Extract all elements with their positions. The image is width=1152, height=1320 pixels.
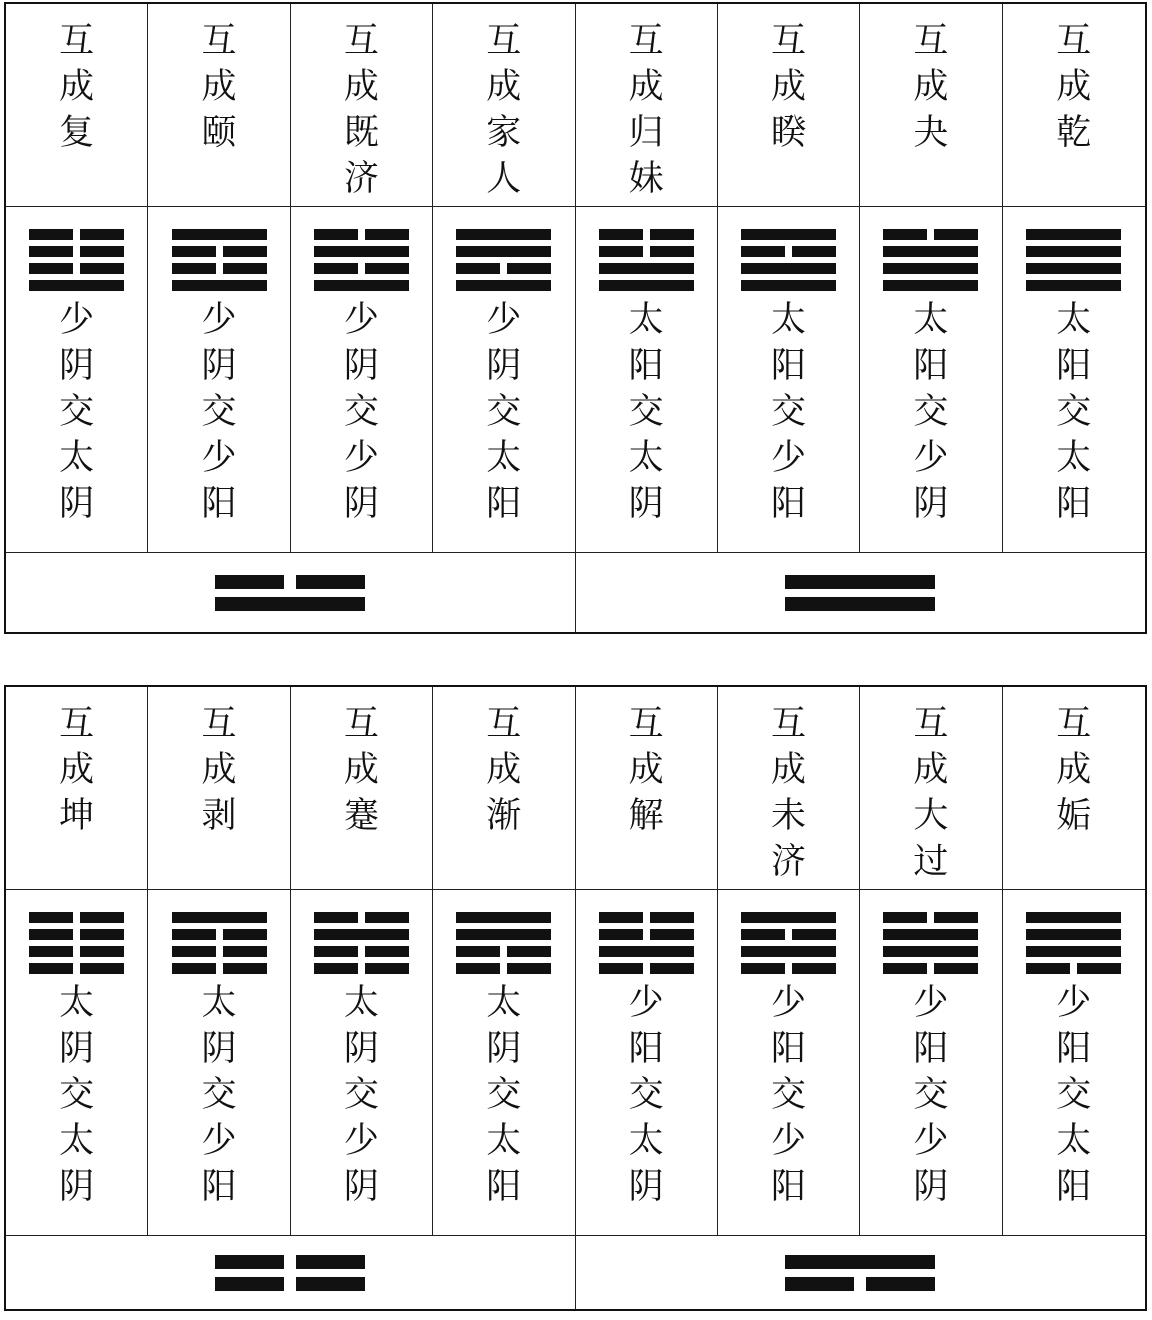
column-title-cell — [291, 687, 433, 890]
column-description — [486, 297, 521, 527]
column-title-char: 互 — [771, 21, 807, 61]
tetragram-symbol — [29, 912, 124, 974]
yin-line — [29, 263, 124, 274]
yang-line — [314, 280, 409, 291]
column-description-char: 太 — [59, 1121, 95, 1161]
yang-line — [456, 929, 551, 940]
yang-line — [785, 575, 935, 589]
tetragram-symbol — [172, 229, 267, 291]
yang-line — [215, 597, 365, 611]
column-description-char: 少 — [201, 1121, 237, 1161]
column-title-char: 成 — [1056, 750, 1092, 790]
column-description — [1056, 980, 1091, 1210]
column-description-char: 阳 — [1056, 484, 1092, 524]
column-title-char: 颐 — [201, 113, 237, 153]
column-description-char: 阴 — [201, 1029, 237, 1069]
column-description-char: 阴 — [913, 1167, 949, 1207]
column-title — [771, 18, 806, 156]
column-title — [629, 701, 664, 839]
column-title-char: 成 — [59, 750, 95, 790]
column-title-char: 成 — [343, 750, 379, 790]
column-description-char: 阴 — [59, 484, 95, 524]
yin-line — [215, 1277, 365, 1291]
column-description — [913, 980, 948, 1210]
column-description — [486, 980, 521, 1210]
tetragram-symbol — [456, 229, 551, 291]
yang-line — [883, 929, 978, 940]
column-title-cell — [6, 4, 148, 207]
column-title — [486, 18, 521, 202]
column-title-cell — [433, 687, 575, 890]
yang-line — [456, 246, 551, 257]
yin-line — [215, 575, 365, 589]
yang-line — [1026, 912, 1121, 923]
column-description-char: 少 — [59, 300, 95, 340]
yin-line — [314, 963, 409, 974]
column-description — [629, 980, 664, 1210]
yin-line — [741, 246, 836, 257]
column-title-char: 互 — [1056, 704, 1092, 744]
tetragram-symbol — [172, 912, 267, 974]
column-title — [59, 18, 94, 156]
column-title-char: 坤 — [59, 796, 95, 836]
column-description-char: 太 — [771, 300, 807, 340]
yang-line — [599, 946, 694, 957]
column-description-char: 少 — [486, 300, 522, 340]
column-description-char: 太 — [343, 983, 379, 1023]
column-body-cell — [860, 890, 1002, 1236]
yin-line — [172, 963, 267, 974]
yang-line — [456, 280, 551, 291]
column-title — [1056, 701, 1091, 839]
column-title-char: 成 — [201, 67, 237, 107]
column-title — [1056, 18, 1091, 156]
yin-line — [314, 229, 409, 240]
column-title-cell — [291, 4, 433, 207]
column-description-char: 交 — [628, 1075, 664, 1115]
yin-line — [172, 929, 267, 940]
column-body-cell — [1003, 207, 1145, 553]
yin-line — [172, 263, 267, 274]
tetragram-symbol — [29, 229, 124, 291]
column-title-char: 互 — [486, 21, 522, 61]
digram-symbol — [785, 1255, 935, 1291]
column-description-char: 阴 — [628, 1167, 664, 1207]
column-title-cell — [6, 687, 148, 890]
tetragram-symbol — [741, 912, 836, 974]
column-title-char: 互 — [913, 704, 949, 744]
column-title-char: 互 — [343, 704, 379, 744]
column-description-char: 交 — [59, 1075, 95, 1115]
yang-line — [599, 280, 694, 291]
column-description-char: 太 — [628, 300, 664, 340]
column-title-cell — [860, 4, 1002, 207]
column-body-cell — [718, 207, 860, 553]
column-description-char: 交 — [771, 1075, 807, 1115]
footer-cell — [576, 1236, 1146, 1309]
column-title-cell — [148, 4, 290, 207]
column-title-char: 成 — [486, 750, 522, 790]
yang-line — [883, 263, 978, 274]
column-title-char: 互 — [628, 21, 664, 61]
column-title-char: 成 — [628, 750, 664, 790]
column-description-char: 太 — [486, 1121, 522, 1161]
column-title-char: 蹇 — [343, 796, 379, 836]
yin-line — [314, 912, 409, 923]
yang-line — [741, 280, 836, 291]
column-title — [486, 701, 521, 839]
tetragram-symbol — [1026, 229, 1121, 291]
column-description-char: 阴 — [913, 484, 949, 524]
tetragram-symbol — [599, 912, 694, 974]
column-description-char: 阴 — [343, 484, 379, 524]
yang-line — [883, 946, 978, 957]
column-title-char: 济 — [343, 159, 379, 199]
column-title-cell — [433, 4, 575, 207]
tetragram-symbol — [883, 912, 978, 974]
column-title-char: 互 — [201, 21, 237, 61]
column-title-cell — [576, 687, 718, 890]
column-title — [202, 701, 237, 839]
column-description — [59, 980, 94, 1210]
column-description-char: 太 — [913, 300, 949, 340]
column-body-cell — [718, 890, 860, 1236]
column-description-char: 交 — [486, 1075, 522, 1115]
column-description-char: 阳 — [1056, 1167, 1092, 1207]
yin-line — [456, 946, 551, 957]
column-body-cell — [433, 890, 575, 1236]
yin-line — [599, 963, 694, 974]
yin-line — [785, 1277, 935, 1291]
yin-line — [29, 246, 124, 257]
column-body-cell — [6, 207, 148, 553]
column-body-cell — [576, 207, 718, 553]
column-title-char: 互 — [771, 704, 807, 744]
column-title-char: 成 — [913, 750, 949, 790]
yin-line — [29, 946, 124, 957]
yin-line — [29, 963, 124, 974]
column-description-char: 阴 — [201, 346, 237, 386]
yang-line — [172, 229, 267, 240]
column-title-cell — [718, 4, 860, 207]
column-title-cell — [718, 687, 860, 890]
column-title-cell — [148, 687, 290, 890]
column-title-cell — [1003, 687, 1145, 890]
column-title-char: 成 — [771, 67, 807, 107]
digram-symbol — [215, 1255, 365, 1291]
hexagram-table-1 — [4, 2, 1147, 634]
yin-line — [314, 263, 409, 274]
yin-line — [883, 912, 978, 923]
column-description-char: 少 — [343, 1121, 379, 1161]
yin-line — [883, 229, 978, 240]
column-description-char: 阳 — [771, 346, 807, 386]
yin-line — [599, 929, 694, 940]
column-title-cell — [860, 687, 1002, 890]
column-description — [344, 297, 379, 527]
column-description-char: 太 — [628, 438, 664, 478]
column-description — [771, 980, 806, 1210]
column-description-char: 交 — [201, 392, 237, 432]
column-body-cell — [148, 207, 290, 553]
column-description — [771, 297, 806, 527]
column-description-char: 交 — [771, 392, 807, 432]
tetragram-symbol — [456, 912, 551, 974]
yin-line — [599, 246, 694, 257]
column-title-char: 过 — [913, 842, 949, 882]
yang-line — [456, 229, 551, 240]
yang-line — [172, 912, 267, 923]
column-description-char: 太 — [1056, 1121, 1092, 1161]
column-title — [59, 701, 94, 839]
column-description-char: 交 — [343, 1075, 379, 1115]
yang-line — [741, 229, 836, 240]
column-title-cell — [1003, 4, 1145, 207]
yang-line — [741, 263, 836, 274]
yang-line — [785, 597, 935, 611]
column-title-char: 成 — [486, 67, 522, 107]
yang-line — [883, 280, 978, 291]
column-title-char: 互 — [1056, 21, 1092, 61]
column-title-char: 既 — [343, 113, 379, 153]
column-description-char: 少 — [771, 1121, 807, 1161]
yin-line — [29, 912, 124, 923]
column-body-cell — [148, 890, 290, 1236]
column-body-cell — [291, 890, 433, 1236]
yang-line — [741, 912, 836, 923]
column-title-char: 家 — [486, 113, 522, 153]
column-description-char: 阳 — [913, 1029, 949, 1069]
yang-line — [599, 263, 694, 274]
column-description-char: 交 — [201, 1075, 237, 1115]
column-description-char: 交 — [628, 392, 664, 432]
column-title-char: 成 — [628, 67, 664, 107]
column-description — [629, 297, 664, 527]
column-description-char: 少 — [771, 438, 807, 478]
column-description — [1056, 297, 1091, 527]
column-title — [202, 18, 237, 156]
tetragram-symbol — [314, 912, 409, 974]
column-title-char: 大 — [913, 796, 949, 836]
column-description-char: 少 — [343, 438, 379, 478]
column-description-char: 少 — [913, 1121, 949, 1161]
tetragram-symbol — [883, 229, 978, 291]
tetragram-symbol — [1026, 912, 1121, 974]
column-title-char: 剥 — [201, 796, 237, 836]
column-title — [771, 701, 806, 885]
column-description-char: 少 — [913, 983, 949, 1023]
tetragram-symbol — [741, 229, 836, 291]
column-description-char: 阴 — [59, 346, 95, 386]
column-title-char: 夬 — [913, 113, 949, 153]
column-body-cell — [576, 890, 718, 1236]
column-title-char: 成 — [201, 750, 237, 790]
tetragram-symbol — [314, 229, 409, 291]
column-description-char: 交 — [343, 392, 379, 432]
yin-line — [883, 963, 978, 974]
column-title-char: 睽 — [771, 113, 807, 153]
digram-symbol — [785, 575, 935, 611]
column-description-char: 太 — [201, 983, 237, 1023]
column-title-char: 互 — [343, 21, 379, 61]
column-description-char: 阳 — [771, 1029, 807, 1069]
column-body-cell — [6, 890, 148, 1236]
column-description-char: 太 — [59, 438, 95, 478]
column-description-char: 阴 — [59, 1029, 95, 1069]
column-description-char: 阴 — [486, 1029, 522, 1069]
column-description-char: 阳 — [1056, 346, 1092, 386]
column-description-char: 阳 — [486, 484, 522, 524]
column-title-char: 互 — [59, 21, 95, 61]
column-title — [913, 701, 948, 885]
yang-line — [172, 280, 267, 291]
column-title-char: 成 — [1056, 67, 1092, 107]
column-description-char: 少 — [913, 438, 949, 478]
yang-line — [1026, 946, 1121, 957]
hexagram-table-2 — [4, 685, 1147, 1311]
yin-line — [599, 229, 694, 240]
yang-line — [456, 912, 551, 923]
yin-line — [599, 912, 694, 923]
column-description-char: 阳 — [628, 1029, 664, 1069]
yin-line — [456, 963, 551, 974]
yang-line — [314, 246, 409, 257]
column-description-char: 少 — [201, 300, 237, 340]
column-description-char: 阴 — [486, 346, 522, 386]
column-body-cell — [291, 207, 433, 553]
column-description-char: 少 — [343, 300, 379, 340]
yin-line — [215, 1255, 365, 1269]
column-description-char: 少 — [771, 983, 807, 1023]
column-description-char: 太 — [486, 438, 522, 478]
yin-line — [172, 946, 267, 957]
column-description-char: 交 — [913, 1075, 949, 1115]
column-description-char: 阴 — [59, 1167, 95, 1207]
column-title-char: 互 — [59, 704, 95, 744]
yang-line — [785, 1255, 935, 1269]
yang-line — [314, 929, 409, 940]
yang-line — [1026, 929, 1121, 940]
column-title-char: 渐 — [486, 796, 522, 836]
column-description-char: 少 — [201, 438, 237, 478]
column-description-char: 交 — [913, 392, 949, 432]
column-description-char: 太 — [1056, 300, 1092, 340]
column-description-char: 阳 — [913, 346, 949, 386]
column-description-char: 阳 — [201, 484, 237, 524]
column-description-char: 交 — [1056, 1075, 1092, 1115]
column-description-char: 阳 — [771, 1167, 807, 1207]
column-title-char: 成 — [343, 67, 379, 107]
column-description — [202, 980, 237, 1210]
column-title-char: 乾 — [1056, 113, 1092, 153]
column-description-char: 交 — [1056, 392, 1092, 432]
yang-line — [1026, 280, 1121, 291]
column-description-char: 少 — [628, 983, 664, 1023]
column-title-char: 姤 — [1056, 796, 1092, 836]
yang-line — [883, 246, 978, 257]
column-description-char: 阳 — [1056, 1029, 1092, 1069]
column-description-char: 太 — [59, 983, 95, 1023]
column-title-char: 成 — [913, 67, 949, 107]
yin-line — [172, 246, 267, 257]
column-title — [344, 701, 379, 839]
column-body-cell — [433, 207, 575, 553]
column-title-char: 未 — [771, 796, 807, 836]
yin-line — [314, 946, 409, 957]
column-title-cell — [576, 4, 718, 207]
column-description-char: 阳 — [628, 346, 664, 386]
column-title — [344, 18, 379, 202]
yang-line — [1026, 263, 1121, 274]
yin-line — [741, 963, 836, 974]
column-description-char: 太 — [628, 1121, 664, 1161]
column-description-char: 阴 — [343, 1029, 379, 1069]
column-description-char: 太 — [1056, 438, 1092, 478]
column-description-char: 阴 — [343, 346, 379, 386]
column-title-char: 互 — [913, 21, 949, 61]
yang-line — [741, 946, 836, 957]
yin-line — [1026, 963, 1121, 974]
column-description-char: 阴 — [628, 484, 664, 524]
digram-symbol — [215, 575, 365, 611]
tetragram-symbol — [599, 229, 694, 291]
column-title-char: 妹 — [628, 159, 664, 199]
column-description-char: 交 — [486, 392, 522, 432]
footer-cell — [6, 553, 576, 632]
column-title-char: 成 — [59, 67, 95, 107]
column-title-char: 互 — [486, 704, 522, 744]
column-body-cell — [860, 207, 1002, 553]
column-title-char: 归 — [628, 113, 664, 153]
footer-cell — [6, 1236, 576, 1309]
column-description-char: 少 — [1056, 983, 1092, 1023]
column-description-char: 阴 — [343, 1167, 379, 1207]
column-title-char: 互 — [201, 704, 237, 744]
column-description — [59, 297, 94, 527]
yin-line — [741, 929, 836, 940]
column-description-char: 阳 — [486, 1167, 522, 1207]
column-description-char: 交 — [59, 392, 95, 432]
yin-line — [29, 929, 124, 940]
yang-line — [1026, 229, 1121, 240]
column-title-char: 济 — [771, 842, 807, 882]
column-description — [202, 297, 237, 527]
column-title — [913, 18, 948, 156]
column-title-char: 互 — [628, 704, 664, 744]
column-description — [913, 297, 948, 527]
column-title — [629, 18, 664, 202]
column-title-char: 解 — [628, 796, 664, 836]
column-description — [344, 980, 379, 1210]
column-title-char: 复 — [59, 113, 95, 153]
column-title-char: 人 — [486, 159, 522, 199]
yin-line — [29, 229, 124, 240]
yin-line — [456, 263, 551, 274]
column-description-char: 阳 — [201, 1167, 237, 1207]
column-title-char: 成 — [771, 750, 807, 790]
yang-line — [1026, 246, 1121, 257]
column-description-char: 阳 — [771, 484, 807, 524]
yang-line — [29, 280, 124, 291]
column-body-cell — [1003, 890, 1145, 1236]
footer-cell — [576, 553, 1146, 632]
column-description-char: 太 — [486, 983, 522, 1023]
